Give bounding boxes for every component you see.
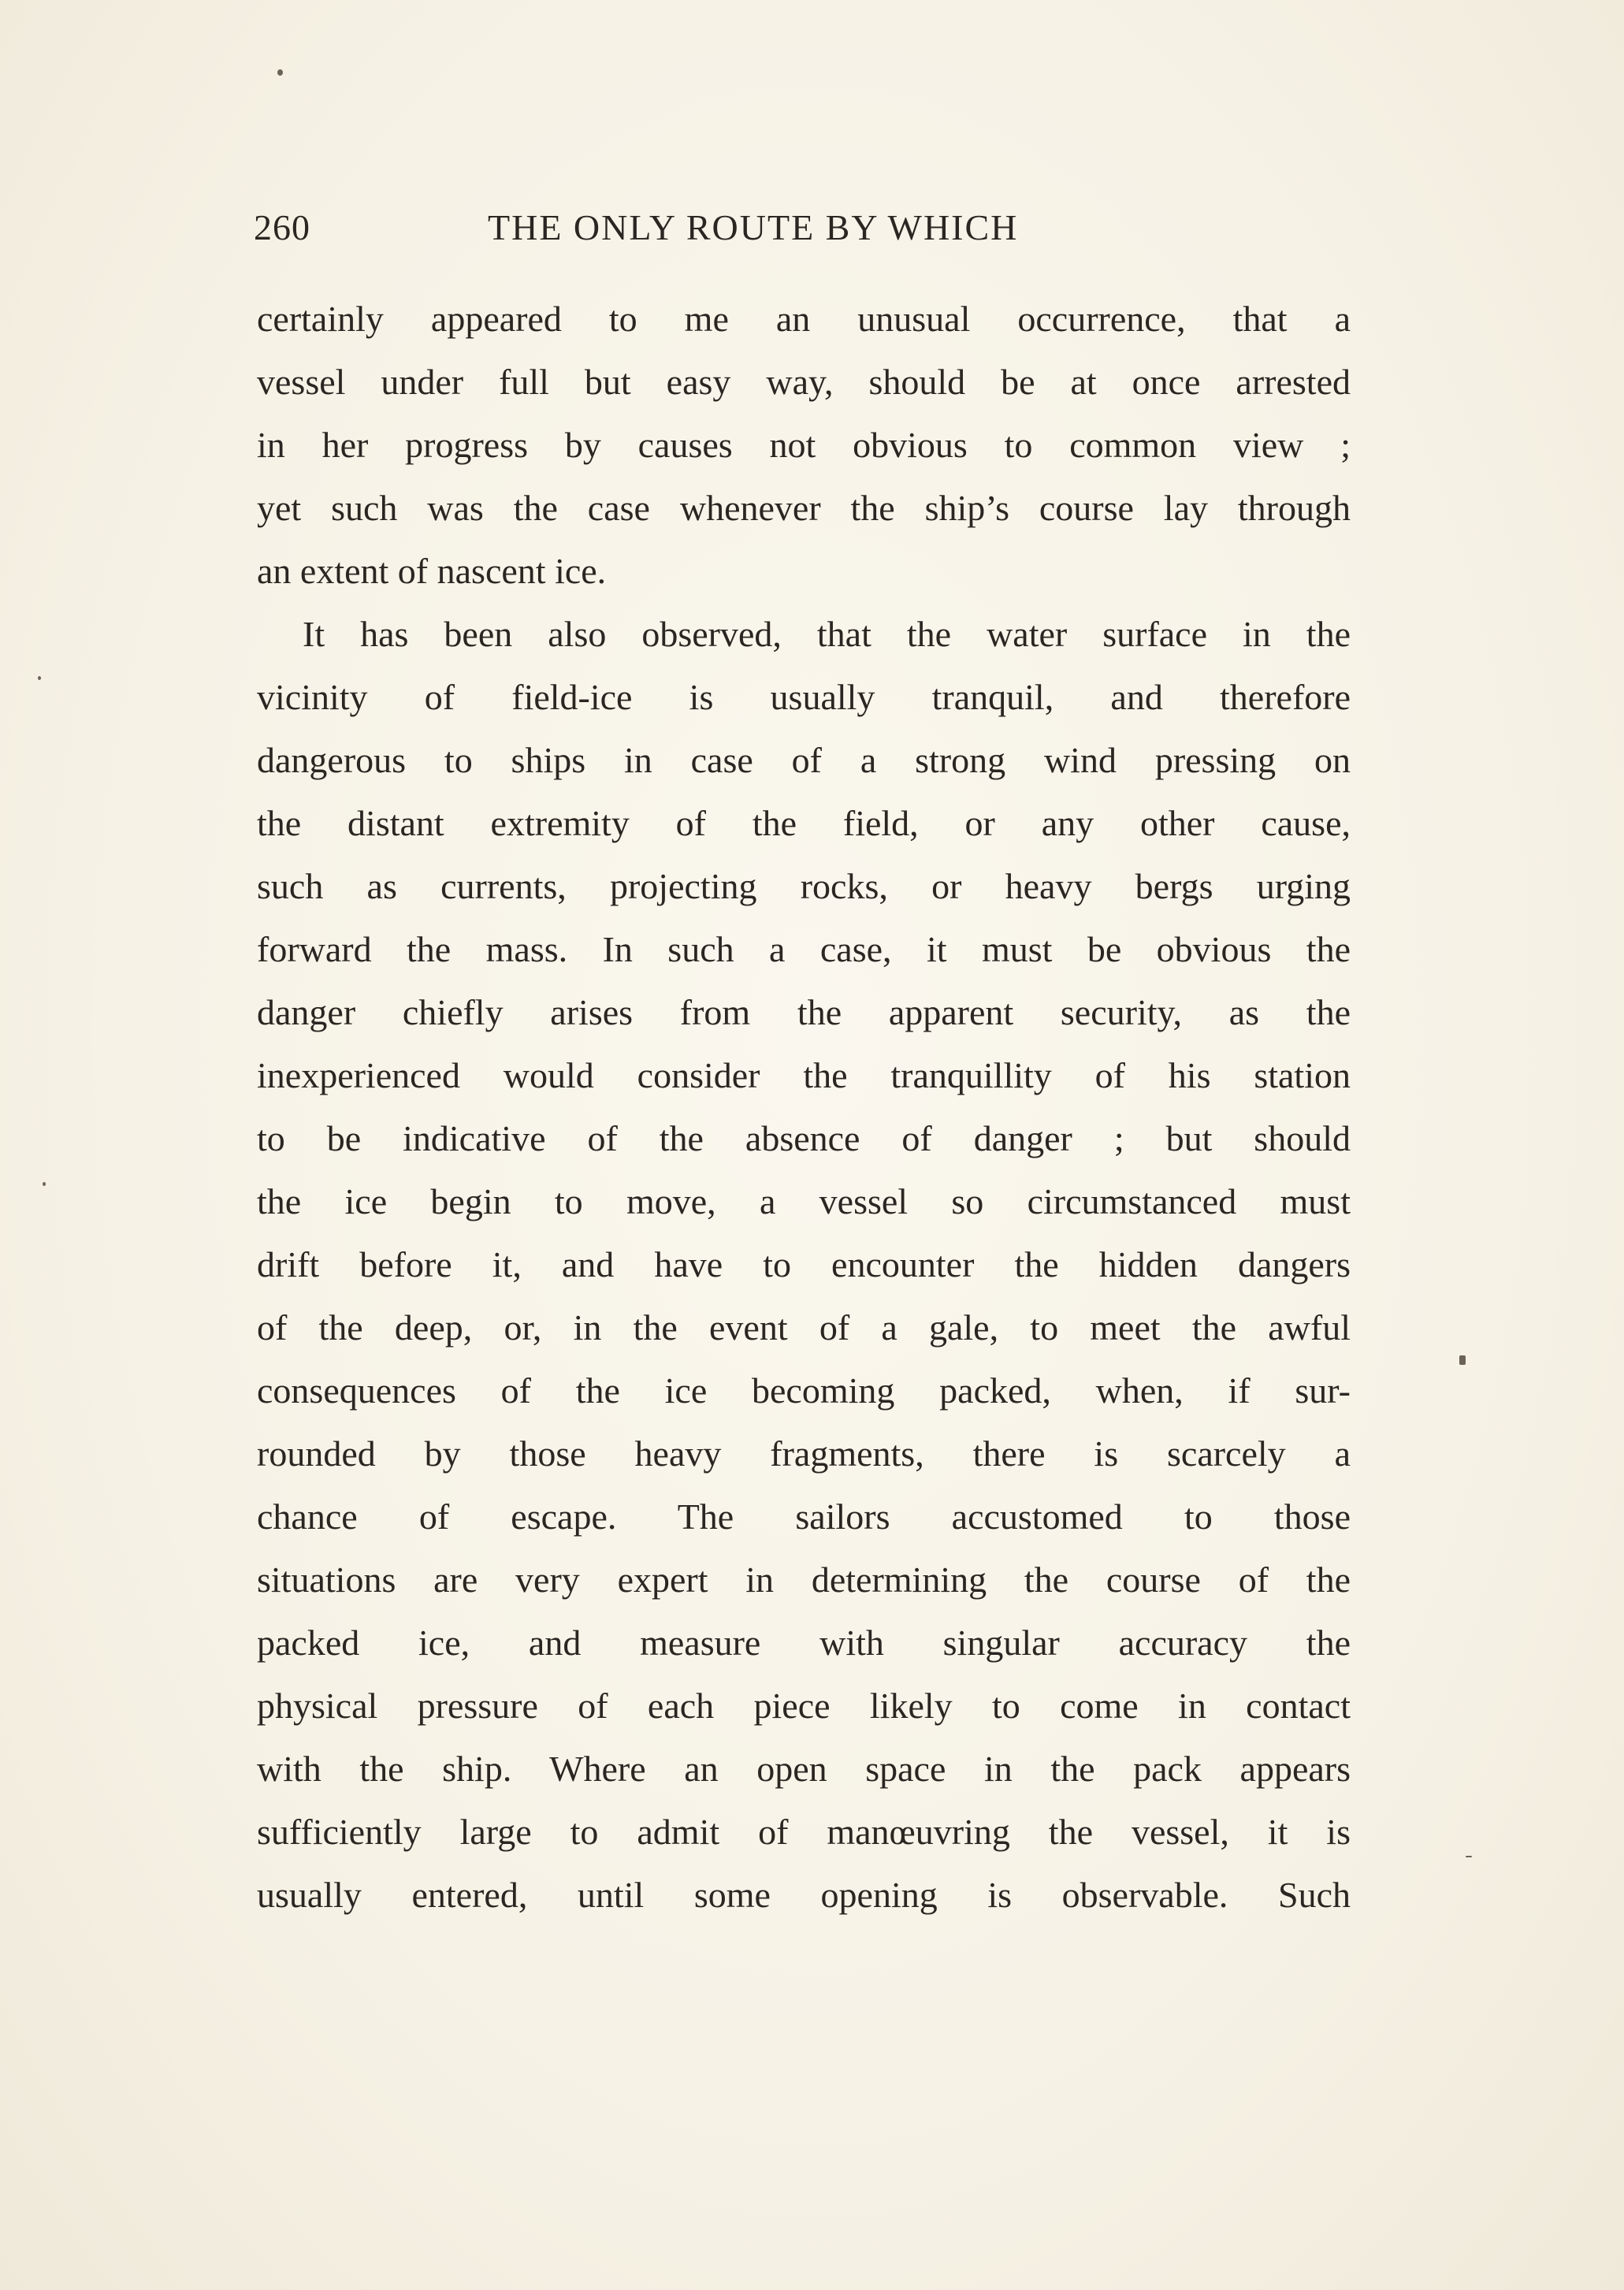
text-line: chance of escape. The sailors accustomed to those [257,1496,1351,1537]
body-text [257,288,1351,1927]
text-line: yet such was the case whenever the ship’s course lay through [257,488,1351,528]
text-line: rounded by those heavy fragments, there is scarcely a [257,1433,1351,1474]
text-line: usually entered, until some opening is observable. Such [257,1875,1351,1915]
text-line: packed ice, and measure with singular accuracy the [257,1623,1351,1663]
text-line: sufficiently large to admit of manœuvring the vessel, it is [257,1812,1351,1852]
text-line: inexperienced would consider the tranquillity of his station [257,1055,1351,1095]
text-line: in her progress by causes not obvious to common view ; [257,425,1351,465]
text-line: the distant extremity of the field, or any other cause, [257,803,1351,843]
text-line: the ice begin to move, a vessel so circumstanced must [257,1181,1351,1221]
text-line: an extent of nascent ice. [257,551,607,591]
text-line: with the ship. Where an open space in the pack appears [257,1749,1351,1789]
running-head: THE ONLY ROUTE BY WHICH [488,207,1019,247]
text-line: drift before it, and have to encounter the hidden dangers [257,1244,1351,1284]
text-line: situations are very expert in determining the course of the [257,1560,1351,1600]
text-line: to be indicative of the absence of danger ; but should [257,1118,1351,1158]
text-line: vicinity of field-ice is usually tranquil, and therefore [257,677,1351,717]
page-header [254,206,1351,262]
text-line: such as currents, projecting rocks, or heavy bergs urging [257,866,1351,906]
paper-speck [1459,1355,1466,1365]
text-line: of the deep, or, in the event of a gale, to meet the awful [257,1307,1351,1348]
text-line: forward the mass. In such a case, it must be obvious the [257,929,1351,969]
page-number: 260 [254,207,310,247]
text-line: danger chiefly arises from the apparent security, as the [257,992,1351,1032]
paragraph-start-line: It has been also observed, that the water surface in the [303,614,1351,654]
paper-speck [277,69,283,76]
text-line: dangerous to ships in case of a strong wind pressing on [257,740,1351,780]
paper-speck [43,1182,46,1186]
text-line: consequences of the ice becoming packed, when, if sur- [257,1370,1351,1411]
text-line: physical pressure of each piece likely to come in contact [257,1686,1351,1726]
text-line: certainly appeared to me an unusual occurrence, that a [257,299,1351,339]
paper-speck [1466,1856,1472,1857]
text-line: vessel under full but easy way, should be at once arrested [257,362,1351,402]
paper-speck [38,676,41,680]
